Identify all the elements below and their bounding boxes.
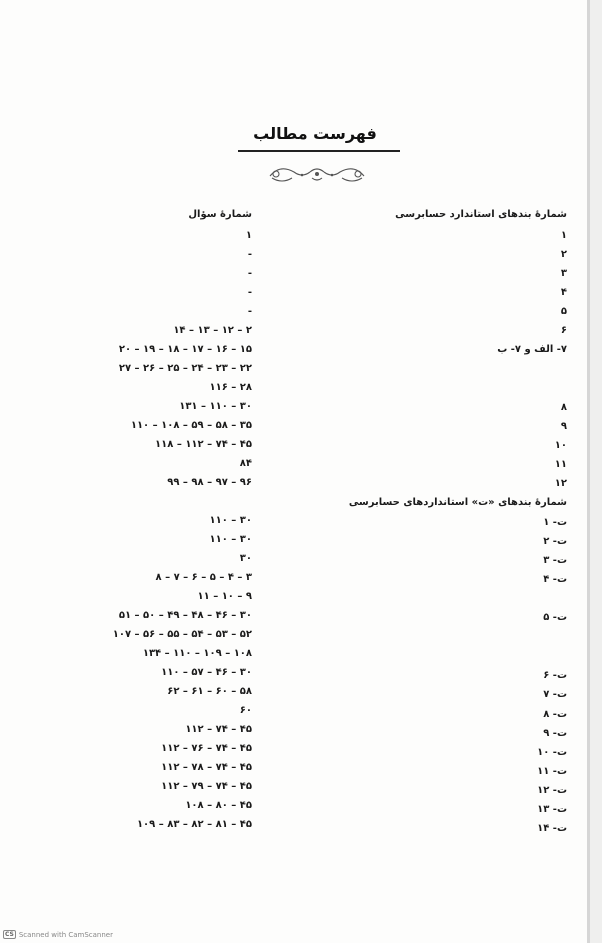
list-item: ۴۵ – ۷۴ – ۷۹ – ۱۱۲ <box>161 781 252 792</box>
list-item: ت- ۹ <box>543 728 567 739</box>
list-item: ت- ۱۱ <box>537 766 567 777</box>
list-item: ت- ۱۰ <box>537 747 567 758</box>
list-item: ۲ – ۱۲ – ۱۳ – ۱۴ <box>173 325 252 336</box>
list-item: ۲۲ – ۲۳ – ۲۴ – ۲۵ – ۲۶ – ۲۷ <box>118 363 252 374</box>
list-item: ۶ <box>560 325 567 336</box>
list-item: ۴۵ – ۷۴ – ۱۱۲ – ۱۱۸ <box>155 439 252 450</box>
list-item: ۷- الف و ۷- ب <box>497 344 567 355</box>
list-item: ۳ – ۴ – ۵ – ۶ – ۷ – ۸ <box>155 572 252 583</box>
list-item: ۹ <box>560 421 567 432</box>
list-item: ۱۰ <box>554 440 567 451</box>
list-item: ۳۰ – ۴۶ – ۴۸ – ۴۹ – ۵۰ – ۵۱ <box>118 610 252 621</box>
list-item: ۵ <box>560 306 567 317</box>
list-item: ۵۲ – ۵۳ – ۵۴ – ۵۵ – ۵۶ – ۱۰۷ <box>112 629 252 640</box>
list-item: ت- ۱۴ <box>537 823 567 834</box>
list-item: ۳۰ – ۱۱۰ <box>209 515 252 526</box>
list-item: ۳۰ – ۴۶ – ۵۷ – ۱۱۰ <box>161 667 252 678</box>
list-item: ۳۵ – ۵۸ – ۵۹ – ۱۰۸ – ۱۱۰ <box>130 420 252 431</box>
list-item: ۴۵ – ۷۴ – ۱۱۲ <box>185 724 252 735</box>
list-item: ت- ۱ <box>543 517 567 528</box>
list-item: ۵۸ – ۶۰ – ۶۱ – ۶۲ <box>167 686 252 697</box>
list-item: ۴ <box>560 287 567 298</box>
list-item: ۳۰ – ۱۱۰ <box>209 534 252 545</box>
list-item: ت- ۳ <box>543 555 567 566</box>
camscanner-logo-icon: CS <box>5 931 14 938</box>
page-edge-line <box>587 0 590 943</box>
list-item: ۴۵ – ۸۱ – ۸۲ – ۸۳ – ۱۰۹ <box>136 819 252 830</box>
list-item: ۲۸ – ۱۱۶ <box>209 382 252 393</box>
ornament-divider-icon <box>262 158 372 188</box>
header-standard-paragraphs: شمارهٔ بندهای استاندارد حسابرسی <box>395 209 567 220</box>
scanner-watermark <box>3 930 113 939</box>
header-question-number: شمارهٔ سؤال <box>188 209 252 220</box>
list-item: ت- ۶ <box>543 670 567 681</box>
list-item: - <box>247 249 252 260</box>
page-edge-shadow <box>590 0 602 943</box>
list-item: ۴۵ – ۷۴ – ۷۸ – ۱۱۲ <box>161 762 252 773</box>
list-item: ۳۰ <box>239 553 252 564</box>
list-item: ۸ <box>560 402 567 413</box>
title-underline <box>238 150 400 152</box>
list-item: ۴۵ – ۷۴ – ۷۶ – ۱۱۲ <box>161 743 252 754</box>
list-item: ت- ۱۲ <box>537 785 567 796</box>
list-item: - <box>247 268 252 279</box>
list-item: ت- ۵ <box>543 612 567 623</box>
list-item: ۸۴ <box>239 458 252 469</box>
page-title: فهرست مطالب <box>253 124 377 143</box>
list-item: ۱۲ <box>554 478 567 489</box>
header-t-paragraphs: شمارهٔ بندهای «ت» استانداردهای حسابرسی <box>348 497 567 508</box>
list-item: ۱ <box>245 230 252 241</box>
list-item: ت- ۷ <box>543 689 567 700</box>
list-item: - <box>247 306 252 317</box>
list-item: ۶۰ <box>239 705 252 716</box>
list-item: ۳ <box>560 268 567 279</box>
list-item: ۹۶ – ۹۷ – ۹۸ – ۹۹ <box>167 477 252 488</box>
list-item: ۹ – ۱۰ – ۱۱ <box>197 591 252 602</box>
list-item: ت- ۲ <box>543 536 567 547</box>
list-item: ۴۵ – ۸۰ – ۱۰۸ <box>185 800 252 811</box>
list-item: ۱ <box>560 230 567 241</box>
list-item: ت- ۴ <box>543 574 567 585</box>
watermark-text: Scanned with CamScanner <box>18 930 113 939</box>
list-item: ت- ۱۳ <box>537 804 567 815</box>
list-item: ۱۵ – ۱۶ – ۱۷ – ۱۸ – ۱۹ – ۲۰ <box>118 344 252 355</box>
list-item: ۱۰۸ – ۱۰۹ – ۱۱۰ – ۱۳۴ <box>142 648 252 659</box>
list-item: ۳۰ – ۱۱۰ – ۱۳۱ <box>179 401 252 412</box>
list-item: - <box>247 287 252 298</box>
list-item: ۱۱ <box>554 459 567 470</box>
list-item: ت- ۸ <box>543 709 567 720</box>
list-item: ۲ <box>560 249 567 260</box>
